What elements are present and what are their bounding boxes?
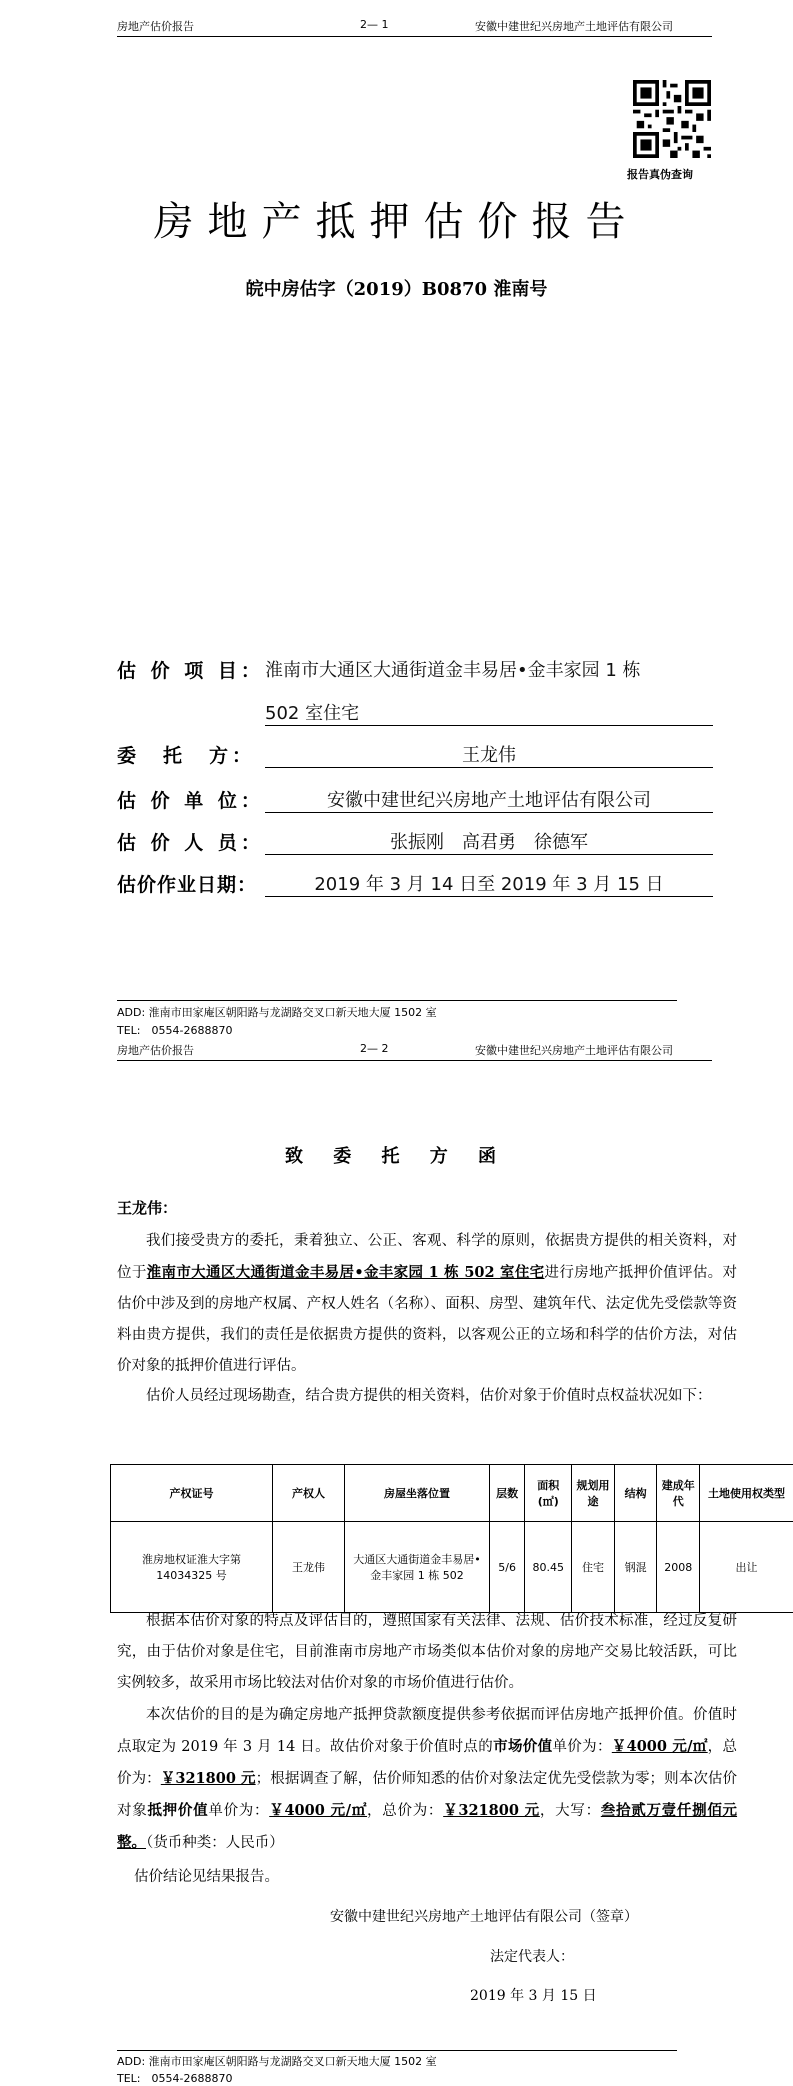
header-page-number: 2— 2	[360, 1042, 389, 1055]
header-left: 房地产估价报告	[117, 20, 194, 33]
qr-code-icon	[633, 80, 711, 158]
header-right: 安徽中建世纪兴房地产土地评估有限公司	[475, 20, 673, 33]
signature-representative: 法定代表人：	[490, 1949, 574, 1965]
footer-rule	[117, 1000, 677, 1001]
field-label-appraiser-unit: 估 价 单 位：	[117, 790, 264, 812]
column-header: 产权人	[273, 1465, 345, 1522]
field-label-project: 估 价 项 目：	[117, 660, 264, 682]
column-header: 面积(㎡)	[525, 1465, 572, 1522]
paragraph-intro: 我们接受贵方的委托，秉着独立、公正、客观、科学的原则，依据贵方提供的相关资料，对位于淮南市大通区大通街道金丰易居•金丰家园 1 栋 502 室住宅进行房地产抵押价值评估。对估价中涉及到的房地产权属、产权人姓名（名称）、面积、房型、建筑年代、法定优先受偿款等资料由贵方提供，我们的责任是依据贵方提供的资料，以客观公正的立场和科学的估价方法，对估价对象的抵押价值进行评估。	[117, 1233, 738, 1374]
table-cell: 住宅	[572, 1522, 615, 1613]
field-label-client: 委 托 方：	[117, 745, 256, 767]
table-cell: 2008	[657, 1522, 700, 1613]
table-row	[111, 1522, 793, 1613]
field-value-appraisers: 张振刚 高君勇 徐德军	[265, 828, 713, 855]
header-right: 安徽中建世纪兴房地产土地评估有限公司	[475, 1044, 673, 1057]
footer-address: ADD: 淮南市田家庵区朝阳路与龙湖路交叉口新天地大厦 1502 室	[117, 1006, 437, 1019]
table-cell: 王龙伟	[273, 1522, 345, 1613]
table-cell: 淮房地权证淮大字第 14034325 号	[111, 1522, 273, 1613]
letter-title: 致 委 托 方 函	[284, 1146, 509, 1167]
field-value-client: 王龙伟	[265, 741, 713, 768]
signature-date: 2019 年 3 月 15 日	[470, 1988, 597, 2004]
footer-address: ADD: 淮南市田家庵区朝阳路与龙湖路交叉口新天地大厦 1502 室	[117, 2055, 437, 2068]
column-header: 房屋坐落位置	[344, 1465, 489, 1522]
paragraph-method: 根据本估价对象的特点及评估目的，遵照国家有关法律、法规、估价技术标准，经过反复研究，由于估价对象是住宅，目前淮南市房地产市场类似本估价对象的房地产交易比较活跃，可比实例较多，故采用市场比较法对估价对象的市场价值进行估价。	[117, 1613, 737, 1691]
table-cell: 80.45	[525, 1522, 572, 1613]
header-page-number: 2— 1	[360, 18, 389, 31]
column-header: 建成年代	[657, 1465, 700, 1522]
column-header: 结构	[614, 1465, 657, 1522]
qr-caption: 报告真伪查询	[627, 168, 693, 181]
header-left: 房地产估价报告	[117, 1044, 194, 1057]
footer-tel: TEL: 0554-2688870	[117, 2072, 233, 2085]
report-number: 皖中房估字（2019）B0870 淮南号	[245, 279, 548, 300]
header-rule	[117, 36, 712, 37]
field-value-project: 淮南市大通区大通街道金丰易居•金丰家园 1 栋	[265, 660, 641, 681]
field-value-appraiser-unit: 安徽中建世纪兴房地产土地评估有限公司	[265, 786, 713, 813]
field-label-work-date: 估价作业日期：	[117, 874, 258, 896]
footer-rule	[117, 2050, 677, 2051]
table-cell: 5/6	[489, 1522, 524, 1613]
footer-tel: TEL: 0554-2688870	[117, 1024, 233, 1037]
paragraph-status: 估价人员经过现场勘查，结合贵方提供的相关资料，估价对象于价值时点权益状况如下：	[146, 1388, 712, 1404]
column-header: 层数	[489, 1465, 524, 1522]
column-header: 土地使用权类型	[700, 1465, 793, 1522]
column-header: 规划用途	[572, 1465, 615, 1522]
header-rule	[117, 1060, 712, 1061]
report-title: 房地产抵押估价报告	[153, 199, 640, 245]
table-cell: 大通区大通街道金丰易居•金丰家园 1 栋 502	[344, 1522, 489, 1613]
signature-company: 安徽中建世纪兴房地产土地评估有限公司（签章）	[330, 1909, 638, 1925]
field-value-project-line2: 502 室住宅	[265, 699, 713, 726]
field-label-appraisers: 估 价 人 员：	[117, 832, 264, 854]
salutation: 王龙伟：	[117, 1199, 178, 1217]
field-value-work-date: 2019 年 3 月 14 日至 2019 年 3 月 15 日	[265, 870, 713, 897]
paragraph-conclusion: 本次估价的目的是为确定房地产抵押贷款额度提供参考依据而评估房地产抵押价值。价值时点取定为 2019 年 3 月 14 日。故估价对象于价值时点的市场价值单价为：￥4000 元/㎡，总价为：￥321800 元；根据调查了解，估价师知悉的估价对象法定优先受偿款为零；则本次估价对象抵押价值单价为：￥4000 元/㎡，总价为：￥321800 元，大写：叁拾贰万壹仟捌佰元整。（货币种类：人民币）	[117, 1707, 738, 1851]
table-cell: 出让	[700, 1522, 793, 1613]
property-table	[110, 1464, 793, 1613]
column-header: 产权证号	[111, 1465, 273, 1522]
paragraph-see-report: 估价结论见结果报告。	[134, 1869, 279, 1885]
table-cell: 钢混	[614, 1522, 657, 1613]
table-header-row	[111, 1465, 793, 1522]
